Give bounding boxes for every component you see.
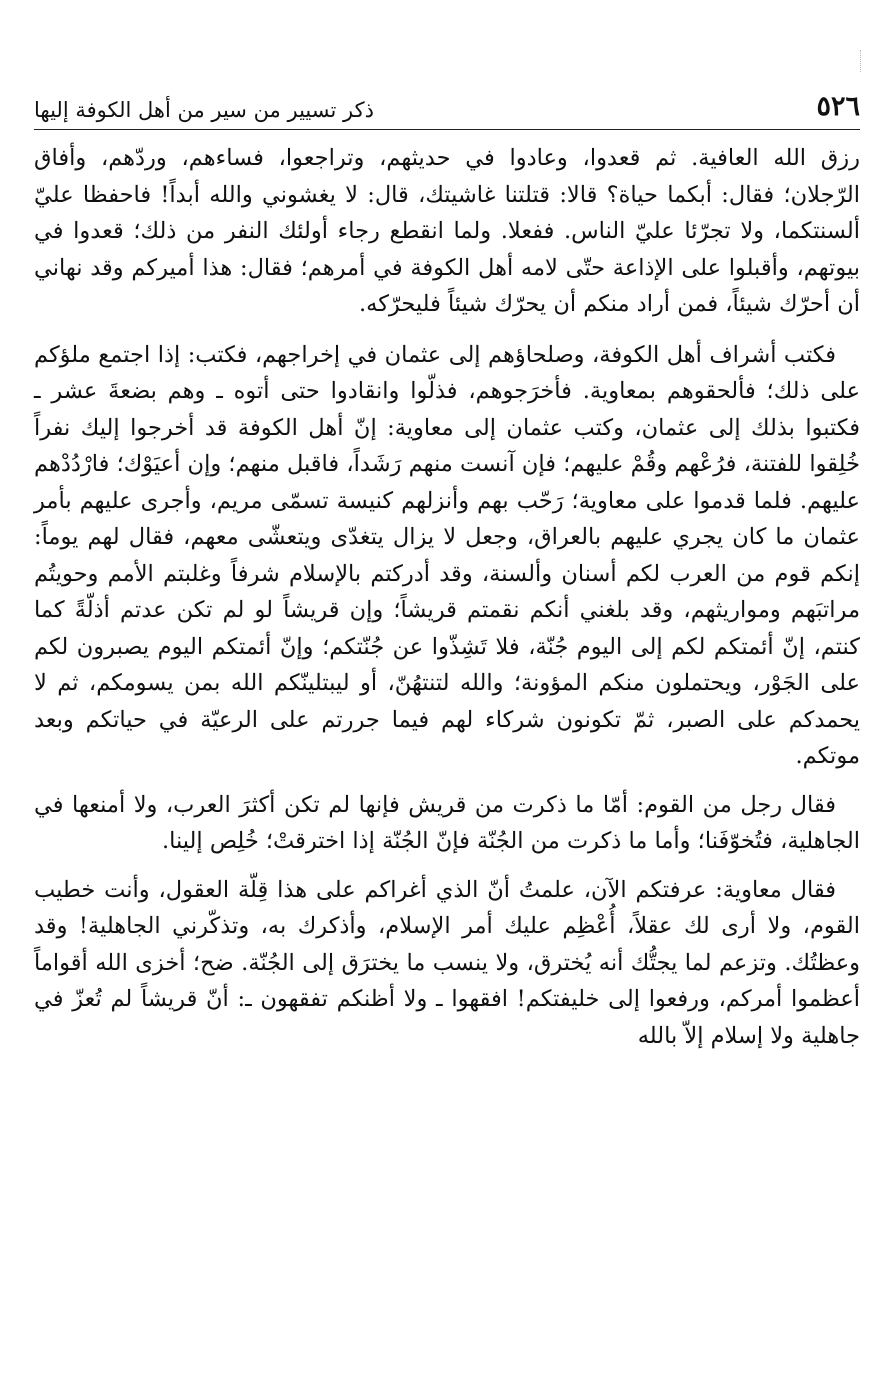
paragraph-3: فقال رجل من القوم: أمّا ما ذكرت من قريش فإنها لم تكن أكثرَ العرب، ولا أمنعها في الجاهلية، فتُخوّفَنا؛ وأما ما ذكرت من الجُنّة فإنّ الجُنّة إذا اخترقتْ؛ خُلِص إلينا.	[34, 791, 860, 854]
margin-mark	[860, 50, 863, 72]
paragraph-1: رزق الله العافية. ثم قعدوا، وعادوا في حديثهم، وتراجعوا، فساءهم، وردّهم، وأفاق الرّجلان؛ فقال: أبكما حياة؟ قالا: قتلتنا غاشيتك، قال: لا يغشوني والله أبداً! فاحفظا عليّ ألسنتكما، ولا تجرّئا عليّ الناس. ففعلا. ولما انقطع رجاء أولئك النفر من ذلك؛ قعدوا في بيوتهم، وأقبلوا على الإذاعة حتّى لامه أهل الكوفة في أمرهم؛ فقال: هذا أميركم وقد نهاني أن أحرّك شيئاً، فمن أراد منكم أن يحرّك شيئاً فليحرّكه.	[34, 145, 860, 317]
paragraph-2: فكتب أشراف أهل الكوفة، وصلحاؤهم إلى عثمان في إخراجهم، فكتب: إذا اجتمع ملؤكم على ذلك؛ فألحقوهم بمعاوية. فأخرَجوهم، فذلّوا وانقادوا حتى أتوه ـ وهم بضعةَ عشر ـ فكتبوا بذلك إلى عثمان، وكتب عثمان إلى معاوية: إنّ أهل الكوفة قد أخرجوا إليك نفراً خُلِقوا للفتنة، فرُعْهم وقُمْ عليهم؛ فإن آنست منهم رَشَداً، فاقبل منهم؛ وإن أعيَوْك؛ فارْدُدْهم عليهم. فلما قدموا على معاوية؛ رَحّب بهم وأنزلهم كنيسة تسمّى مريم، وأجرى عليهم بأمر عثمان ما كان يجري عليهم بالعراق، وجعل لا يزال يتغدّى ويتعشّى معهم، فقال لهم يوماً: إنكم قوم من العرب لكم أسنان وألسنة، وقد أدركتم بالإسلام شرفاً وغلبتم الأمم وحويتُم مراتبَهم ومواريثهم، وقد بلغني أنكم نقمتم قريشاً؛ وإن قريشاً لو لم تكن عدتم أذلّةً كما كنتم، إنّ أئمتكم لكم إلى اليوم جُنّة، فلا تَشِذّوا عن جُنّتكم؛ وإنّ أئمتكم اليوم يصبرون لكم على الجَوْر، ويحتملون منكم المؤونة؛ والله لتنتهُنّ، أو ليبتلينّكم الله بمن يسومكم، ثم لا يحمدكم على الصبر، ثمّ تكونون شركاء لهم فيما جررتم على الرعيّة في حياتكم وبعد موتكم.	[34, 341, 860, 769]
page-body	[34, 140, 860, 1054]
page-header	[34, 82, 860, 122]
page-number: ٥٢٦	[816, 91, 860, 122]
running-title: ذكر تسيير من سير من أهل الكوفة إليها	[34, 98, 374, 122]
paragraph-4: فقال معاوية: عرفتكم الآن، علمتُ أنّ الذي أغراكم على هذا قِلّة العقول، وأنت خطيب القوم، ولا أرى لك عقلاً، أُعْظِم عليك أمر الإسلام، وأذكرك به، وتذكّرني الجاهلية! وقد وعظتُك. وتزعم لما يجتُّك أنه يُخترق، ولا ينسب ما يخترَق إلى الجُنّة. ضح؛ أخزى الله أقواماً أعظموا أمركم، ورفعوا إلى خليفتكم! افقهوا ـ ولا أظنكم تفقهون ـ: أنّ قريشاً لم تُعزّ في جاهلية ولا إسلام إلاّ بالله	[34, 876, 860, 1049]
header-rule	[34, 129, 860, 130]
